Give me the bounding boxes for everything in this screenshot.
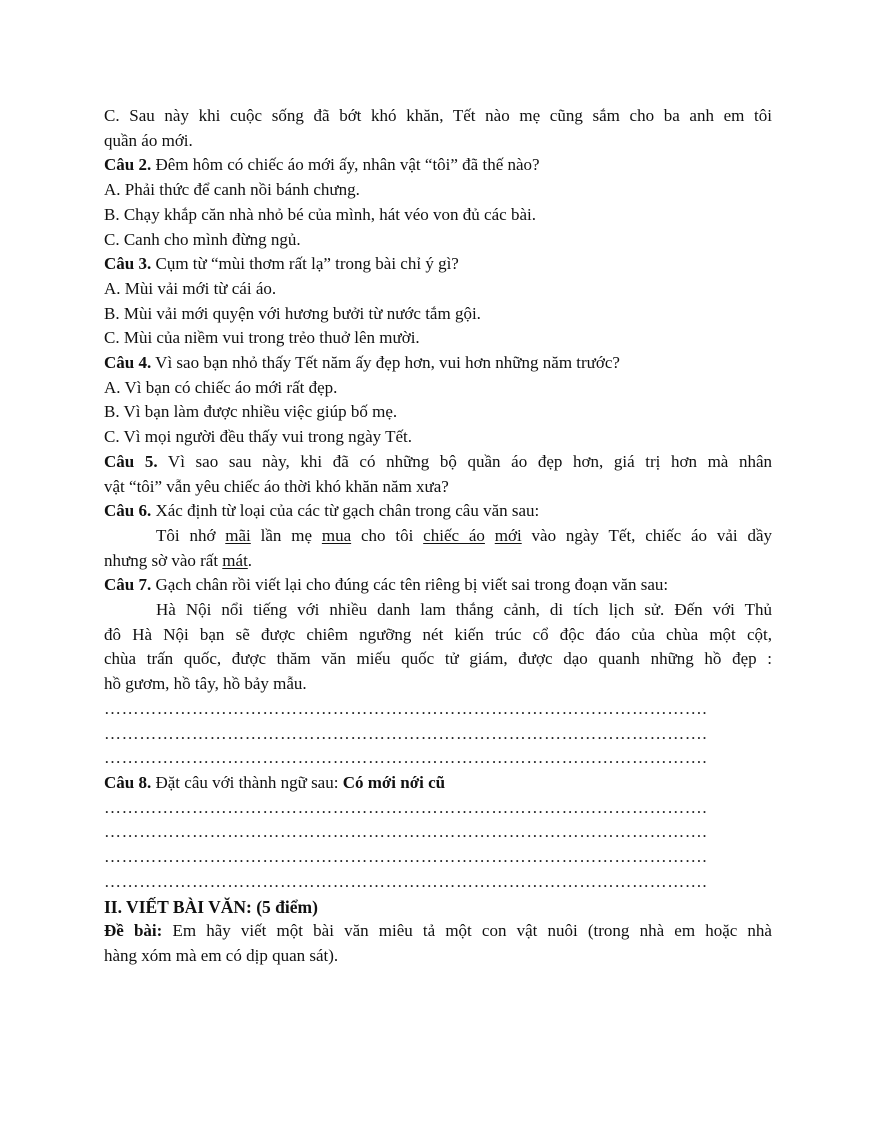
sentence-text: . [247,550,253,570]
question-5-label: Câu 5. [104,451,158,471]
worksheet-content [104,104,772,969]
previous-option-c-line1: C. Sau này khi cuộc sống đã bớt khó khăn, Tết nào mẹ cũng sắm cho ba anh em tôi [104,106,772,125]
sentence-text: nhưng sờ vào rất [104,550,223,570]
question-4-label: Câu 4. [104,353,152,373]
question-7-text: Gạch chân rồi viết lại cho đúng các tên riêng bị viết sai trong đoạn văn sau: [151,575,669,595]
underlined-word-mai: mãi [225,525,251,545]
sentence-text: vào ngày Tết, chiếc áo vải dầy [521,525,773,545]
question-7 [104,573,772,598]
underlined-word-chiec-ao: chiếc áo [423,525,485,545]
question-3-text: Cụm từ “mùi thơm rất lạ” trong bài chỉ ý gì? [151,254,459,274]
question-3-option-b: B. Mùi vải mới quyện với hương bưởi từ nước tắm gội. [104,303,481,323]
question-3-option-a: A. Mùi vải mới từ cái áo. [104,278,277,298]
question-8-text: Đặt câu với thành ngữ sau: [151,772,343,792]
underlined-word-moi: mới [494,525,522,545]
question-2 [104,153,772,178]
question-7-paragraph-line4: hồ gươm, hồ tây, hồ bảy mẫu. [104,674,307,694]
sentence-text: lần mẹ [250,525,322,545]
question-4-option-a: A. Vì bạn có chiếc áo mới rất đẹp. [104,377,338,397]
question-6-label: Câu 6. [104,501,152,521]
question-3-label: Câu 3. [104,254,152,274]
sentence-text [485,526,495,545]
section-2-label: Đề bài: [104,921,163,941]
question-7-label: Câu 7. [104,575,152,595]
underlined-word-mua: mua [321,525,352,545]
answer-line[interactable]: …………………………………………………………………………………………. [104,797,708,817]
question-8-idiom: Có mới nới cũ [342,772,446,792]
question-6-sentence-line2 [104,549,772,574]
question-2-text: Đêm hôm có chiếc áo mới ấy, nhân vật “tôi” đã thế nào? [151,155,540,175]
question-6-text: Xác định từ loại của các từ gạch chân trong câu văn sau: [151,501,540,521]
question-3-option-c: C. Mùi của niềm vui trong trẻo thuở lên mười. [104,328,420,348]
question-3 [104,252,772,277]
question-4 [104,351,772,376]
sentence-text: Tôi nhớ [156,525,226,545]
question-8 [104,771,772,796]
question-4-text: Vì sao bạn nhỏ thấy Tết năm ấy đẹp hơn, vui hơn những năm trước? [151,353,620,373]
answer-line[interactable]: …………………………………………………………………………………………. [104,847,708,867]
answer-line[interactable]: …………………………………………………………………………………………. [104,698,708,718]
previous-option-c-line2: quần áo mới. [104,130,193,150]
question-6 [104,499,772,524]
question-7-paragraph-line2: đô Hà Nội bạn sẽ được chiêm ngưỡng nét kiến trúc cổ độc đáo của chùa một cột, [104,624,772,644]
section-2-prompt-line2: hàng xóm mà em có dịp quan sát). [104,945,339,965]
question-2-label: Câu 2. [104,155,152,175]
answer-line[interactable]: …………………………………………………………………………………………. [104,723,708,743]
sentence-text: cho tôi [351,525,424,545]
question-7-paragraph-line3: chùa trấn quốc, được thăm văn miếu quốc tử giám, được dạo quanh những hồ đẹp : [104,649,772,669]
question-5-line2: vật “tôi” vẫn yêu chiếc áo thời khó khăn năm xưa? [104,476,449,496]
answer-line[interactable]: …………………………………………………………………………………………. [104,748,708,768]
question-2-option-a: A. Phải thức để canh nồi bánh chưng. [104,180,360,200]
question-4-option-c: C. Vì mọi người đều thấy vui trong ngày Tết. [104,427,412,447]
question-2-option-b: B. Chạy khắp căn nhà nhỏ bé của mình, hát véo von đủ các bài. [104,204,536,224]
section-2-prompt-line1 [104,919,772,944]
question-5-text-1: Vì sao sau này, khi đã có những bộ quần áo đẹp hơn, giá trị hơn mà nhân [157,451,773,471]
section-2-title: II. VIẾT BÀI VĂN: (5 điểm) [104,896,318,917]
underlined-word-mat: mát [222,550,248,570]
answer-line[interactable]: …………………………………………………………………………………………. [104,822,708,842]
question-7-paragraph-line1: Hà Nội nổi tiếng với nhiều danh lam thắng cảnh, di tích lịch sử. Đến với Thủ [156,600,772,620]
question-2-option-c: C. Canh cho mình đừng ngủ. [104,229,301,249]
section-2-text-1: Em hãy viết một bài văn miêu tả một con vật nuôi (trong nhà em hoặc nhà [162,921,772,941]
question-5-line1 [104,450,772,475]
question-8-label: Câu 8. [104,772,152,792]
question-4-option-b: B. Vì bạn làm được nhiều việc giúp bố mẹ. [104,402,398,422]
answer-line[interactable]: …………………………………………………………………………………………. [104,871,708,891]
question-6-sentence-line1 [104,524,772,549]
